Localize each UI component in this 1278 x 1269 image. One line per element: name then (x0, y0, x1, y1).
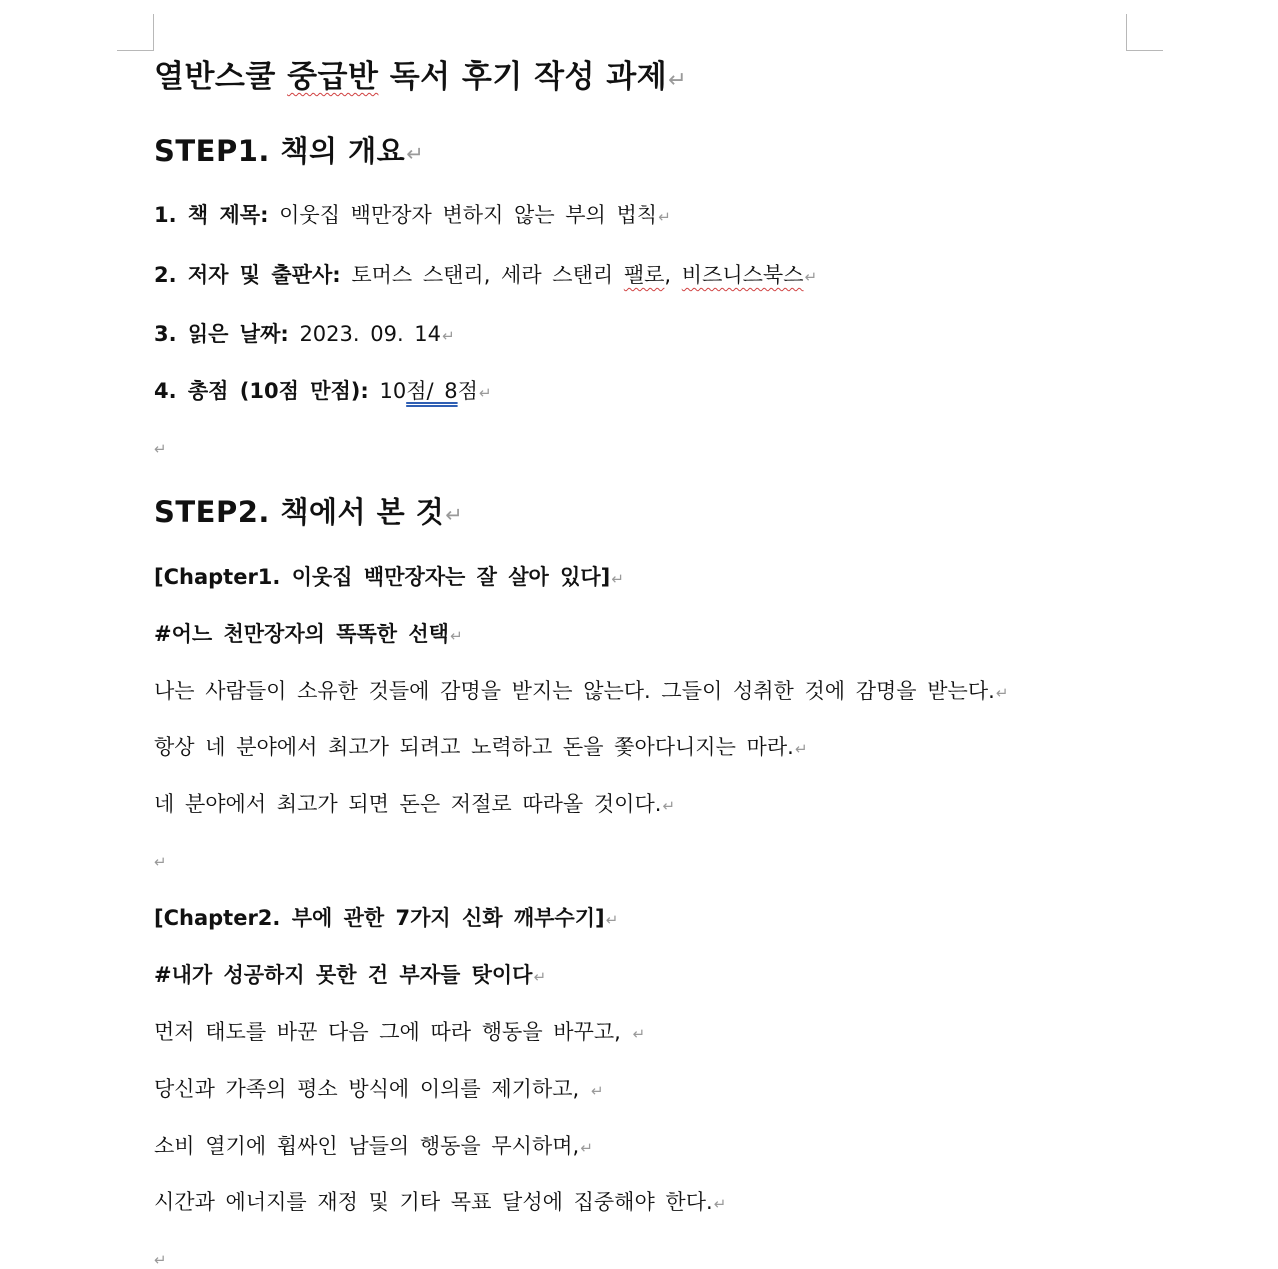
subtitle-text: #내가 성공하지 못한 건 부자들 탓이다 (154, 963, 533, 987)
item-label: 4. 총점 (10점 만점): (154, 379, 369, 403)
paragraph-mark-icon: ↵ (445, 503, 464, 527)
paragraph-text: 소비 열기에 휩싸인 남들의 행동을 무시하며, (154, 1134, 580, 1158)
spellcheck-flagged-word[interactable]: 중급반 (287, 59, 379, 95)
paragraph-mark-icon: ↵ (632, 1025, 646, 1043)
overview-item-author[interactable] (154, 265, 817, 286)
overview-item-score[interactable] (154, 381, 492, 402)
paragraph-mark-icon: ↵ (804, 268, 818, 286)
paragraph-mark-icon: ↵ (406, 142, 425, 166)
title-text-part: 열반스쿨 (154, 59, 288, 95)
page-corner-mark-top-left (117, 14, 154, 51)
item-label: 1. 책 제목: (154, 203, 269, 227)
paragraph-mark-icon: ↵ (154, 440, 167, 458)
item-label: 3. 읽은 날짜: (154, 322, 289, 346)
overview-item-title[interactable] (154, 205, 671, 226)
overview-item-date[interactable] (154, 324, 455, 345)
document-title[interactable] (154, 59, 688, 95)
paragraph-mark-icon: ↵ (713, 1195, 727, 1213)
paragraph-mark-icon: ↵ (590, 1082, 604, 1100)
item-value: 2023. 09. 14 (288, 322, 442, 346)
item-value: 토머스 스탠리, 세라 스탠리 (340, 263, 624, 287)
page-corner-mark-top-right (1126, 14, 1163, 51)
spellcheck-flagged-word[interactable]: 비즈니스북스 (681, 263, 804, 287)
grammar-flagged-text[interactable]: 점/ 8 (406, 379, 458, 403)
body-paragraph[interactable] (154, 1192, 726, 1213)
paragraph-mark-icon: ↵ (449, 627, 463, 645)
body-paragraph[interactable] (154, 1022, 645, 1043)
step1-heading[interactable] (154, 134, 425, 168)
paragraph-mark-icon: ↵ (533, 968, 547, 986)
title-text-part: 독서 후기 작성 과제 (378, 59, 668, 95)
paragraph-mark-icon: ↵ (794, 740, 808, 758)
paragraph-mark-icon: ↵ (995, 684, 1009, 702)
body-paragraph[interactable] (154, 1136, 593, 1157)
heading-text: STEP2. 책에서 본 것 (154, 495, 445, 529)
item-label: 2. 저자 및 출판사: (154, 263, 341, 287)
chapter1-subtitle[interactable] (154, 624, 463, 645)
chapter1-title[interactable] (154, 567, 624, 588)
spellcheck-flagged-word[interactable]: 팰로 (623, 263, 665, 287)
paragraph-text: 당신과 가족의 평소 방식에 이의를 제기하고, (154, 1077, 590, 1101)
step2-heading[interactable] (154, 495, 464, 529)
paragraph-mark-icon: ↵ (668, 67, 688, 93)
paragraph-mark-icon: ↵ (662, 797, 676, 815)
subtitle-text: #어느 천만장자의 똑똑한 선택 (154, 622, 449, 646)
body-paragraph[interactable] (154, 681, 1008, 702)
paragraph-mark-icon: ↵ (478, 384, 492, 402)
heading-text: STEP1. 책의 개요 (154, 134, 406, 168)
paragraph-mark-icon: ↵ (154, 853, 167, 871)
item-value: 점 (457, 379, 478, 403)
paragraph-text: 항상 네 분야에서 최고가 되려고 노력하고 돈을 쫓아다니지는 마라. (154, 735, 794, 759)
paragraph-mark-icon: ↵ (605, 911, 619, 929)
item-value: 10 (368, 379, 407, 403)
body-paragraph[interactable] (154, 794, 675, 815)
paragraph-text: 시간과 에너지를 재정 및 기타 목표 달성에 집중해야 한다. (154, 1190, 713, 1214)
chapter-title-text: [Chapter2. 부에 관한 7가지 신화 깨부수기] (154, 906, 605, 930)
body-paragraph[interactable] (154, 737, 807, 758)
paragraph-mark-icon: ↵ (658, 208, 671, 226)
empty-paragraph[interactable] (154, 1253, 167, 1268)
paragraph-text: 네 분야에서 최고가 되면 돈은 저절로 따라올 것이다. (154, 792, 662, 816)
paragraph-text: 먼저 태도를 바꾼 다음 그에 따라 행동을 바꾸고, (154, 1020, 632, 1044)
body-paragraph[interactable] (154, 1079, 604, 1100)
item-value: , (664, 263, 682, 287)
empty-paragraph[interactable] (154, 442, 167, 457)
paragraph-text: 나는 사람들이 소유한 것들에 감명을 받지는 않는다. 그들이 성취한 것에 감명을 받는다. (154, 679, 995, 703)
paragraph-mark-icon: ↵ (580, 1139, 593, 1157)
paragraph-mark-icon: ↵ (154, 1251, 167, 1269)
item-value: 이웃집 백만장자 변하지 않는 부의 법칙 (268, 203, 658, 227)
paragraph-mark-icon: ↵ (611, 570, 624, 588)
empty-paragraph[interactable] (154, 855, 167, 870)
chapter2-subtitle[interactable] (154, 965, 546, 986)
chapter2-title[interactable] (154, 908, 618, 929)
paragraph-mark-icon: ↵ (442, 327, 455, 345)
chapter-title-text: [Chapter1. 이웃집 백만장자는 잘 살아 있다] (154, 565, 611, 589)
